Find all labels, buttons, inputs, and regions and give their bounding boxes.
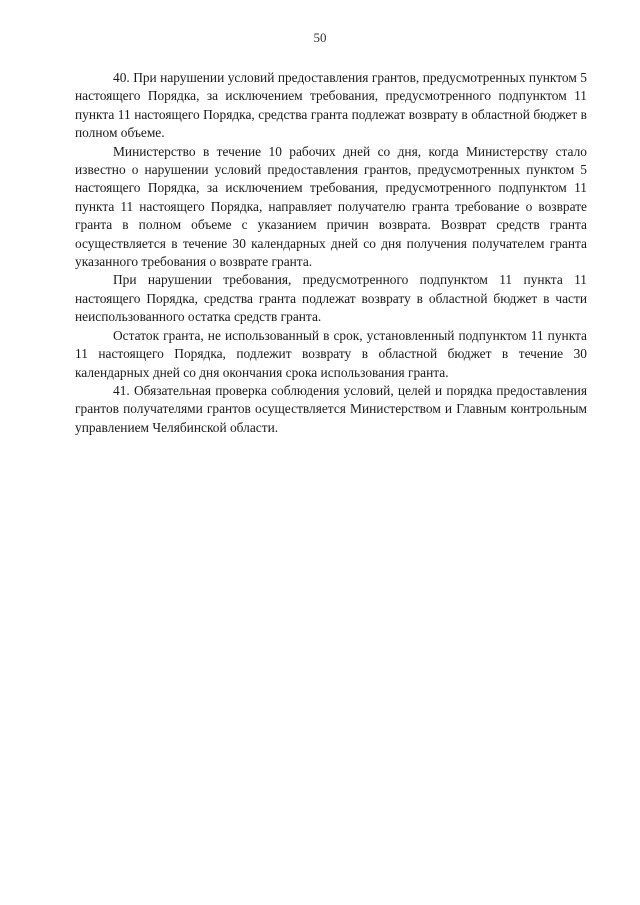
paragraph-40: 40. При нарушении условий предоставления грантов, предусмотренных пунктом 5 настоящего Порядка, за исключением требования, предусмотренного подпунктом 11 пункта 11 настоящего Порядка, средства гранта подлежат возврату в областной бюджет в полном объеме. <box>75 70 587 141</box>
paragraph-41: 41. Обязательная проверка соблюдения условий, целей и порядка предоставления грантов получателями грантов осуществляется Министерством и Главным контрольным управлением Челябинской области. <box>75 382 587 435</box>
paragraph-ministry-notice: Министерство в течение 10 рабочих дней со дня, когда Министерству стало известно о нарушении условий предоставления грантов, предусмотренных пунктом 5 настоящего Порядка, за исключением требования, предусмотренного подпунктом 11 пункта 11 настоящего Порядка, направляет получателю гранта требование о возврате гранта в полном объеме с указанием причин возврата. Возврат средств гранта осуществляется в течение 30 календарных дней со дня получения получателем гранта указанного требования о возврате гранта. <box>75 143 587 270</box>
document-body <box>75 69 587 437</box>
paragraph-unused-balance: При нарушении требования, предусмотренного подпунктом 11 пункта 11 настоящего Порядка, средства гранта подлежат возврату в областной бюджет в части неиспользованного остатка средств гранта. <box>75 272 587 325</box>
page-number: 50 <box>313 30 327 45</box>
paragraph-remaining-grant: Остаток гранта, не использованный в срок, установленный подпунктом 11 пункта 11 настоящего Порядка, подлежит возврату в областной бюджет в течение 30 календарных дней со дня окончания срока использования гранта. <box>75 327 587 380</box>
